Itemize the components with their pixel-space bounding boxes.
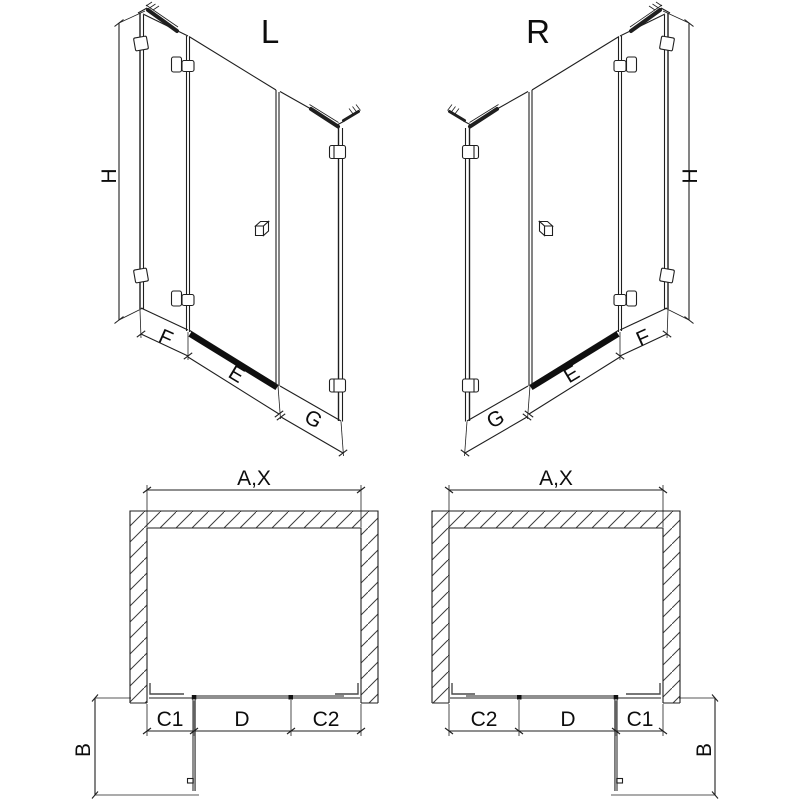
plan-right-front-label-c1: C1 bbox=[626, 708, 654, 731]
plan-right-width-label: A,X bbox=[539, 467, 573, 490]
plan-right-hatching bbox=[432, 511, 680, 703]
elevation-right-drawing bbox=[448, 2, 703, 456]
plan-left-front-label-c2: C2 bbox=[312, 708, 340, 731]
plan-left-depth-label: B bbox=[72, 742, 95, 758]
elevation-right-variant-label: R bbox=[526, 13, 550, 50]
elevation-left-height-label: H bbox=[98, 168, 121, 184]
elevation-right-width-label-g: G bbox=[482, 405, 509, 434]
plan-left-hatching bbox=[130, 511, 378, 703]
plan-right-front-label-c2: C2 bbox=[470, 708, 498, 731]
plan-left-front-label-d: D bbox=[234, 708, 250, 731]
plan-right-depth-label: B bbox=[693, 742, 716, 758]
plan-left-width-label: A,X bbox=[237, 467, 271, 490]
elevation-right-width-label-e: E bbox=[559, 360, 584, 388]
elevation-right-height-label: H bbox=[679, 168, 702, 184]
plan-left-front-label-c1: C1 bbox=[156, 708, 184, 731]
elevation-left-drawing bbox=[98, 2, 361, 456]
elevation-left-width-label-e: E bbox=[224, 360, 249, 388]
elevation-left-width-label-f: F bbox=[155, 324, 177, 352]
elevation-left-variant-label: L bbox=[260, 13, 280, 50]
elevation-right-width-label-f: F bbox=[632, 324, 654, 352]
plan-right-front-label-d: D bbox=[560, 708, 576, 731]
elevation-left-width-label-g: G bbox=[300, 405, 327, 434]
